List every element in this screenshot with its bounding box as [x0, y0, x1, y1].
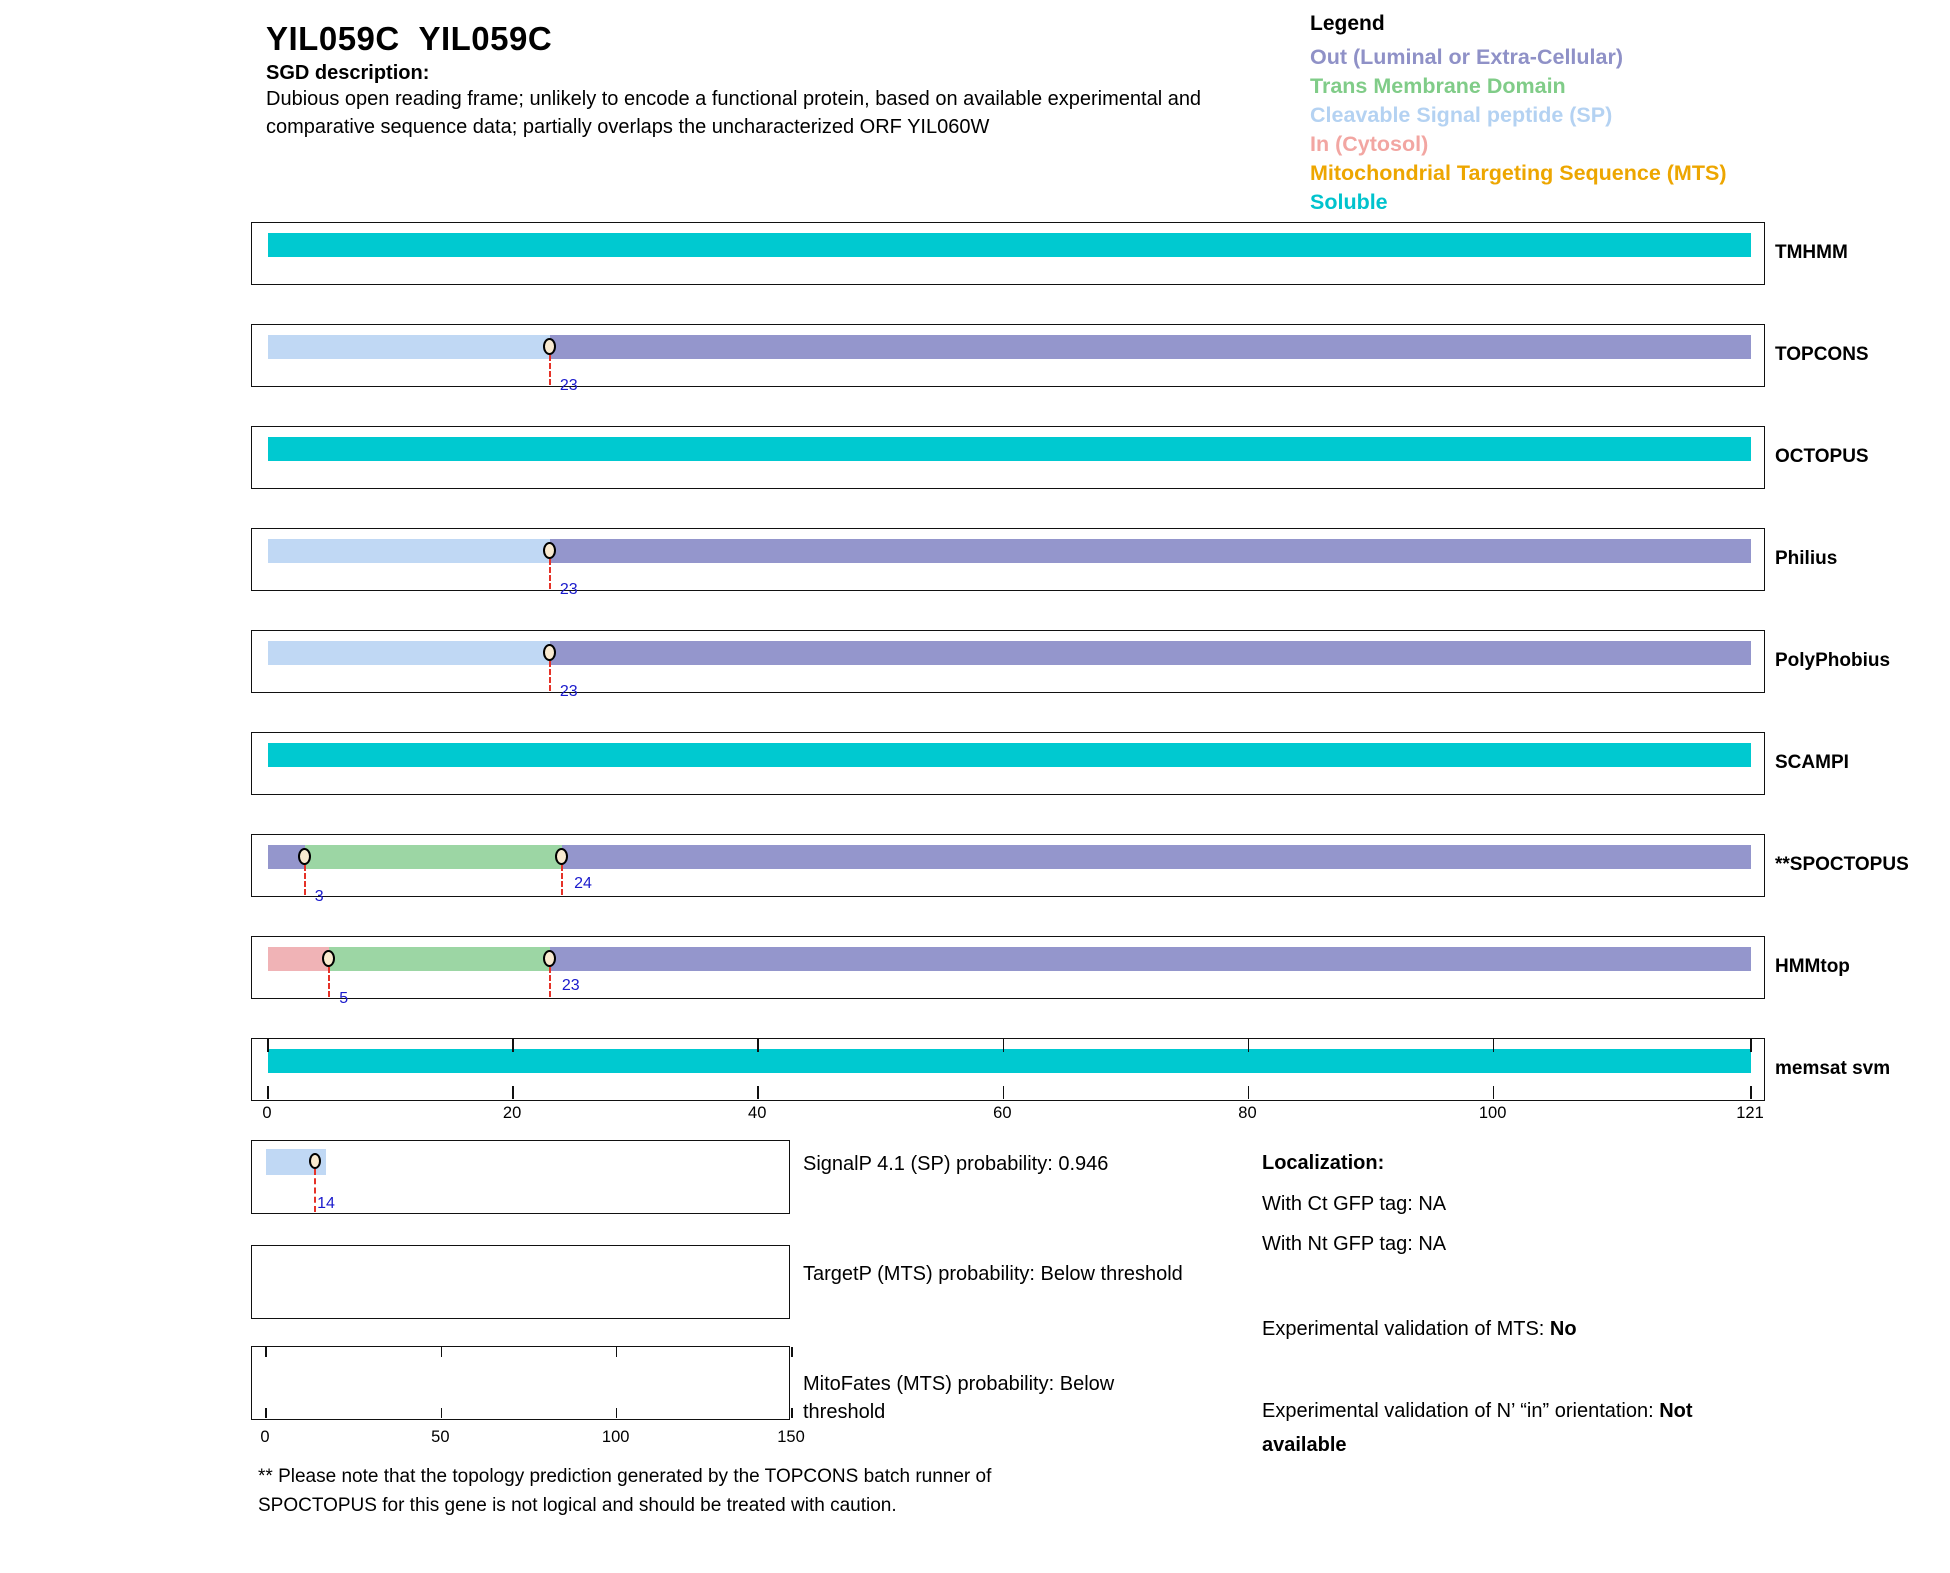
axis-tick — [441, 1347, 443, 1357]
axis-tick-label: 150 — [777, 1428, 805, 1446]
axis-tick-label: 40 — [748, 1104, 767, 1122]
legend-items — [1310, 43, 1726, 217]
signalp-probability-label: SignalP 4.1 (SP) probability: 0.946 — [803, 1153, 1109, 1175]
localization-title: Localization: — [1262, 1152, 1385, 1174]
mts-validation-prefix: Experimental validation of MTS: — [1262, 1318, 1550, 1340]
segment-tm — [329, 947, 550, 971]
axis-tick — [1750, 1086, 1752, 1099]
segment-sp — [268, 539, 550, 563]
axis-tick — [757, 1086, 759, 1099]
boundary-guide-line — [304, 865, 306, 895]
axis-tick — [1248, 1039, 1250, 1052]
axis-tick — [616, 1347, 618, 1357]
boundary-guide-line — [549, 355, 551, 385]
axis-tick — [265, 1408, 267, 1418]
boundary-guide-line — [549, 661, 551, 691]
legend-item-cleavable-signal-peptide-sp: Cleavable Signal peptide (SP) — [1310, 103, 1613, 127]
plot-box-signalp — [251, 1140, 790, 1214]
segment-out — [562, 845, 1751, 869]
legend — [1310, 12, 1726, 217]
track-box-spoctopus — [251, 834, 1765, 905]
axis-tick — [791, 1408, 793, 1418]
axis-tick-label: 20 — [502, 1104, 522, 1122]
axis-tick — [265, 1347, 267, 1357]
legend-title: Legend — [1310, 12, 1385, 35]
axis-tick-label: 0 — [260, 1428, 270, 1446]
segment-out — [550, 641, 1751, 665]
footnote-text: ** Please note that the topology prediction generated by the TOPCONS batch runner of SPOCTOPUS for this gene is not logical and should be treated with caution. — [258, 1466, 992, 1516]
boundary-guide-line — [561, 865, 563, 895]
legend-item-soluble: Soluble — [1310, 190, 1388, 214]
axis-tick — [757, 1039, 759, 1052]
segment-soluble — [268, 437, 1751, 461]
axis-tick-label: 121 — [1736, 1104, 1764, 1122]
boundary-marker-icon — [309, 1153, 321, 1169]
legend-item-out-luminal-or-extra-cellular: Out (Luminal or Extra-Cellular) — [1310, 45, 1623, 69]
segment-soluble — [268, 1049, 1751, 1073]
track-box-scampi — [251, 732, 1765, 795]
track-label-spoctopus: **SPOCTOPUS — [1775, 854, 1909, 875]
ct-gfp-tag-line: With Ct GFP tag: NA — [1262, 1193, 1447, 1215]
boundary-guide-line — [549, 559, 551, 589]
segment-out — [550, 947, 1751, 971]
track-box-topcons — [251, 324, 1765, 394]
legend-item-in-cytosol: In (Cytosol) — [1310, 132, 1429, 156]
segment-tm — [305, 845, 562, 869]
axis-tick — [441, 1408, 443, 1418]
nt-gfp-tag-line: With Nt GFP tag: NA — [1262, 1233, 1447, 1255]
segment-out — [550, 539, 1751, 563]
plot-box-targetp — [251, 1245, 790, 1319]
boundary-position-label: 23 — [559, 377, 578, 394]
axis-tick — [1248, 1086, 1250, 1099]
track-box-memsat-svm — [251, 1038, 1765, 1101]
axis-tick — [267, 1086, 269, 1099]
axis-tick — [791, 1347, 793, 1357]
track-label-polyphobius: PolyPhobius — [1775, 650, 1891, 671]
segment-soluble — [268, 233, 1751, 257]
boundary-marker-icon — [543, 950, 556, 967]
boundary-marker-icon — [543, 542, 556, 559]
sgd-description-text: Dubious open reading frame; unlikely to encode a functional protein, based on available experimental and comparative sequence data; partially overlaps the uncharacterized ORF YIL060W — [266, 88, 1202, 138]
boundary-guide-line — [328, 967, 330, 997]
mts-validation-line — [1262, 1318, 1577, 1341]
track-label-octopus: OCTOPUS — [1775, 446, 1869, 467]
axis-tick-label: 100 — [601, 1428, 630, 1446]
track-label-philius: Philius — [1775, 548, 1838, 569]
track-box-hmmtop — [251, 936, 1765, 1007]
axis-tick — [1003, 1039, 1005, 1052]
track-label-memsat-svm: memsat svm — [1775, 1058, 1891, 1079]
track-box-tmhmm — [251, 222, 1765, 285]
track-box-octopus — [251, 426, 1765, 489]
segment-sp — [268, 641, 550, 665]
segment-sp — [268, 335, 550, 359]
plot-box-mitofates — [251, 1346, 790, 1420]
boundary-position-label: 3 — [314, 888, 324, 905]
axis-tick — [1003, 1086, 1005, 1099]
boundary-position-label: 5 — [339, 990, 349, 1007]
axis-tick-label: 80 — [1238, 1104, 1257, 1122]
targetp-probability-label: TargetP (MTS) probability: Below threshold — [803, 1263, 1183, 1285]
mitofates-probability-label: MitoFates (MTS) probability: Below threshold — [803, 1373, 1115, 1423]
legend-item-mitochondrial-targeting-sequence-mts: Mitochondrial Targeting Sequence (MTS) — [1310, 161, 1727, 185]
boundary-position-label: 23 — [561, 977, 580, 994]
axis-tick-label: 60 — [993, 1104, 1012, 1122]
boundary-guide-line — [314, 1169, 316, 1212]
axis-tick-label: 0 — [262, 1104, 272, 1122]
axis-tick — [512, 1039, 514, 1052]
orientation-validation-line — [1262, 1394, 1767, 1462]
axis-tick — [1750, 1039, 1752, 1052]
track-box-polyphobius — [251, 630, 1765, 700]
track-label-hmmtop: HMMtop — [1775, 956, 1850, 977]
gene-title: YIL059C YIL059C — [266, 20, 553, 57]
segment-soluble — [268, 743, 1751, 767]
segment-out — [550, 335, 1751, 359]
boundary-marker-icon — [298, 848, 311, 865]
boundary-marker-icon — [543, 338, 556, 355]
boundary-position-label: 23 — [559, 581, 578, 598]
segment-in — [268, 947, 329, 971]
axis-tick — [1493, 1086, 1495, 1099]
track-box-philius — [251, 528, 1765, 598]
boundary-position-label: 14 — [317, 1195, 335, 1212]
mts-validation-value: No — [1549, 1318, 1577, 1340]
sgd-description-label: SGD description: — [266, 62, 430, 84]
boundary-position-label: 24 — [574, 875, 592, 892]
boundary-guide-line — [549, 967, 551, 997]
axis-tick-label: 50 — [431, 1428, 450, 1446]
track-label-topcons: TOPCONS — [1775, 344, 1869, 365]
axis-tick — [1493, 1039, 1495, 1052]
axis-tick — [267, 1039, 269, 1052]
axis-tick — [512, 1086, 514, 1099]
orientation-value: Not available — [1262, 1400, 1693, 1456]
boundary-position-label: 23 — [559, 683, 578, 700]
track-label-scampi: SCAMPI — [1775, 752, 1849, 773]
track-label-tmhmm: TMHMM — [1775, 242, 1848, 263]
legend-item-trans-membrane-domain: Trans Membrane Domain — [1310, 74, 1566, 98]
axis-tick-label: 100 — [1478, 1104, 1507, 1122]
orientation-prefix: Experimental validation of N’ “in” orientation: — [1262, 1400, 1660, 1422]
boundary-marker-icon — [543, 644, 556, 661]
axis-tick — [616, 1408, 618, 1418]
